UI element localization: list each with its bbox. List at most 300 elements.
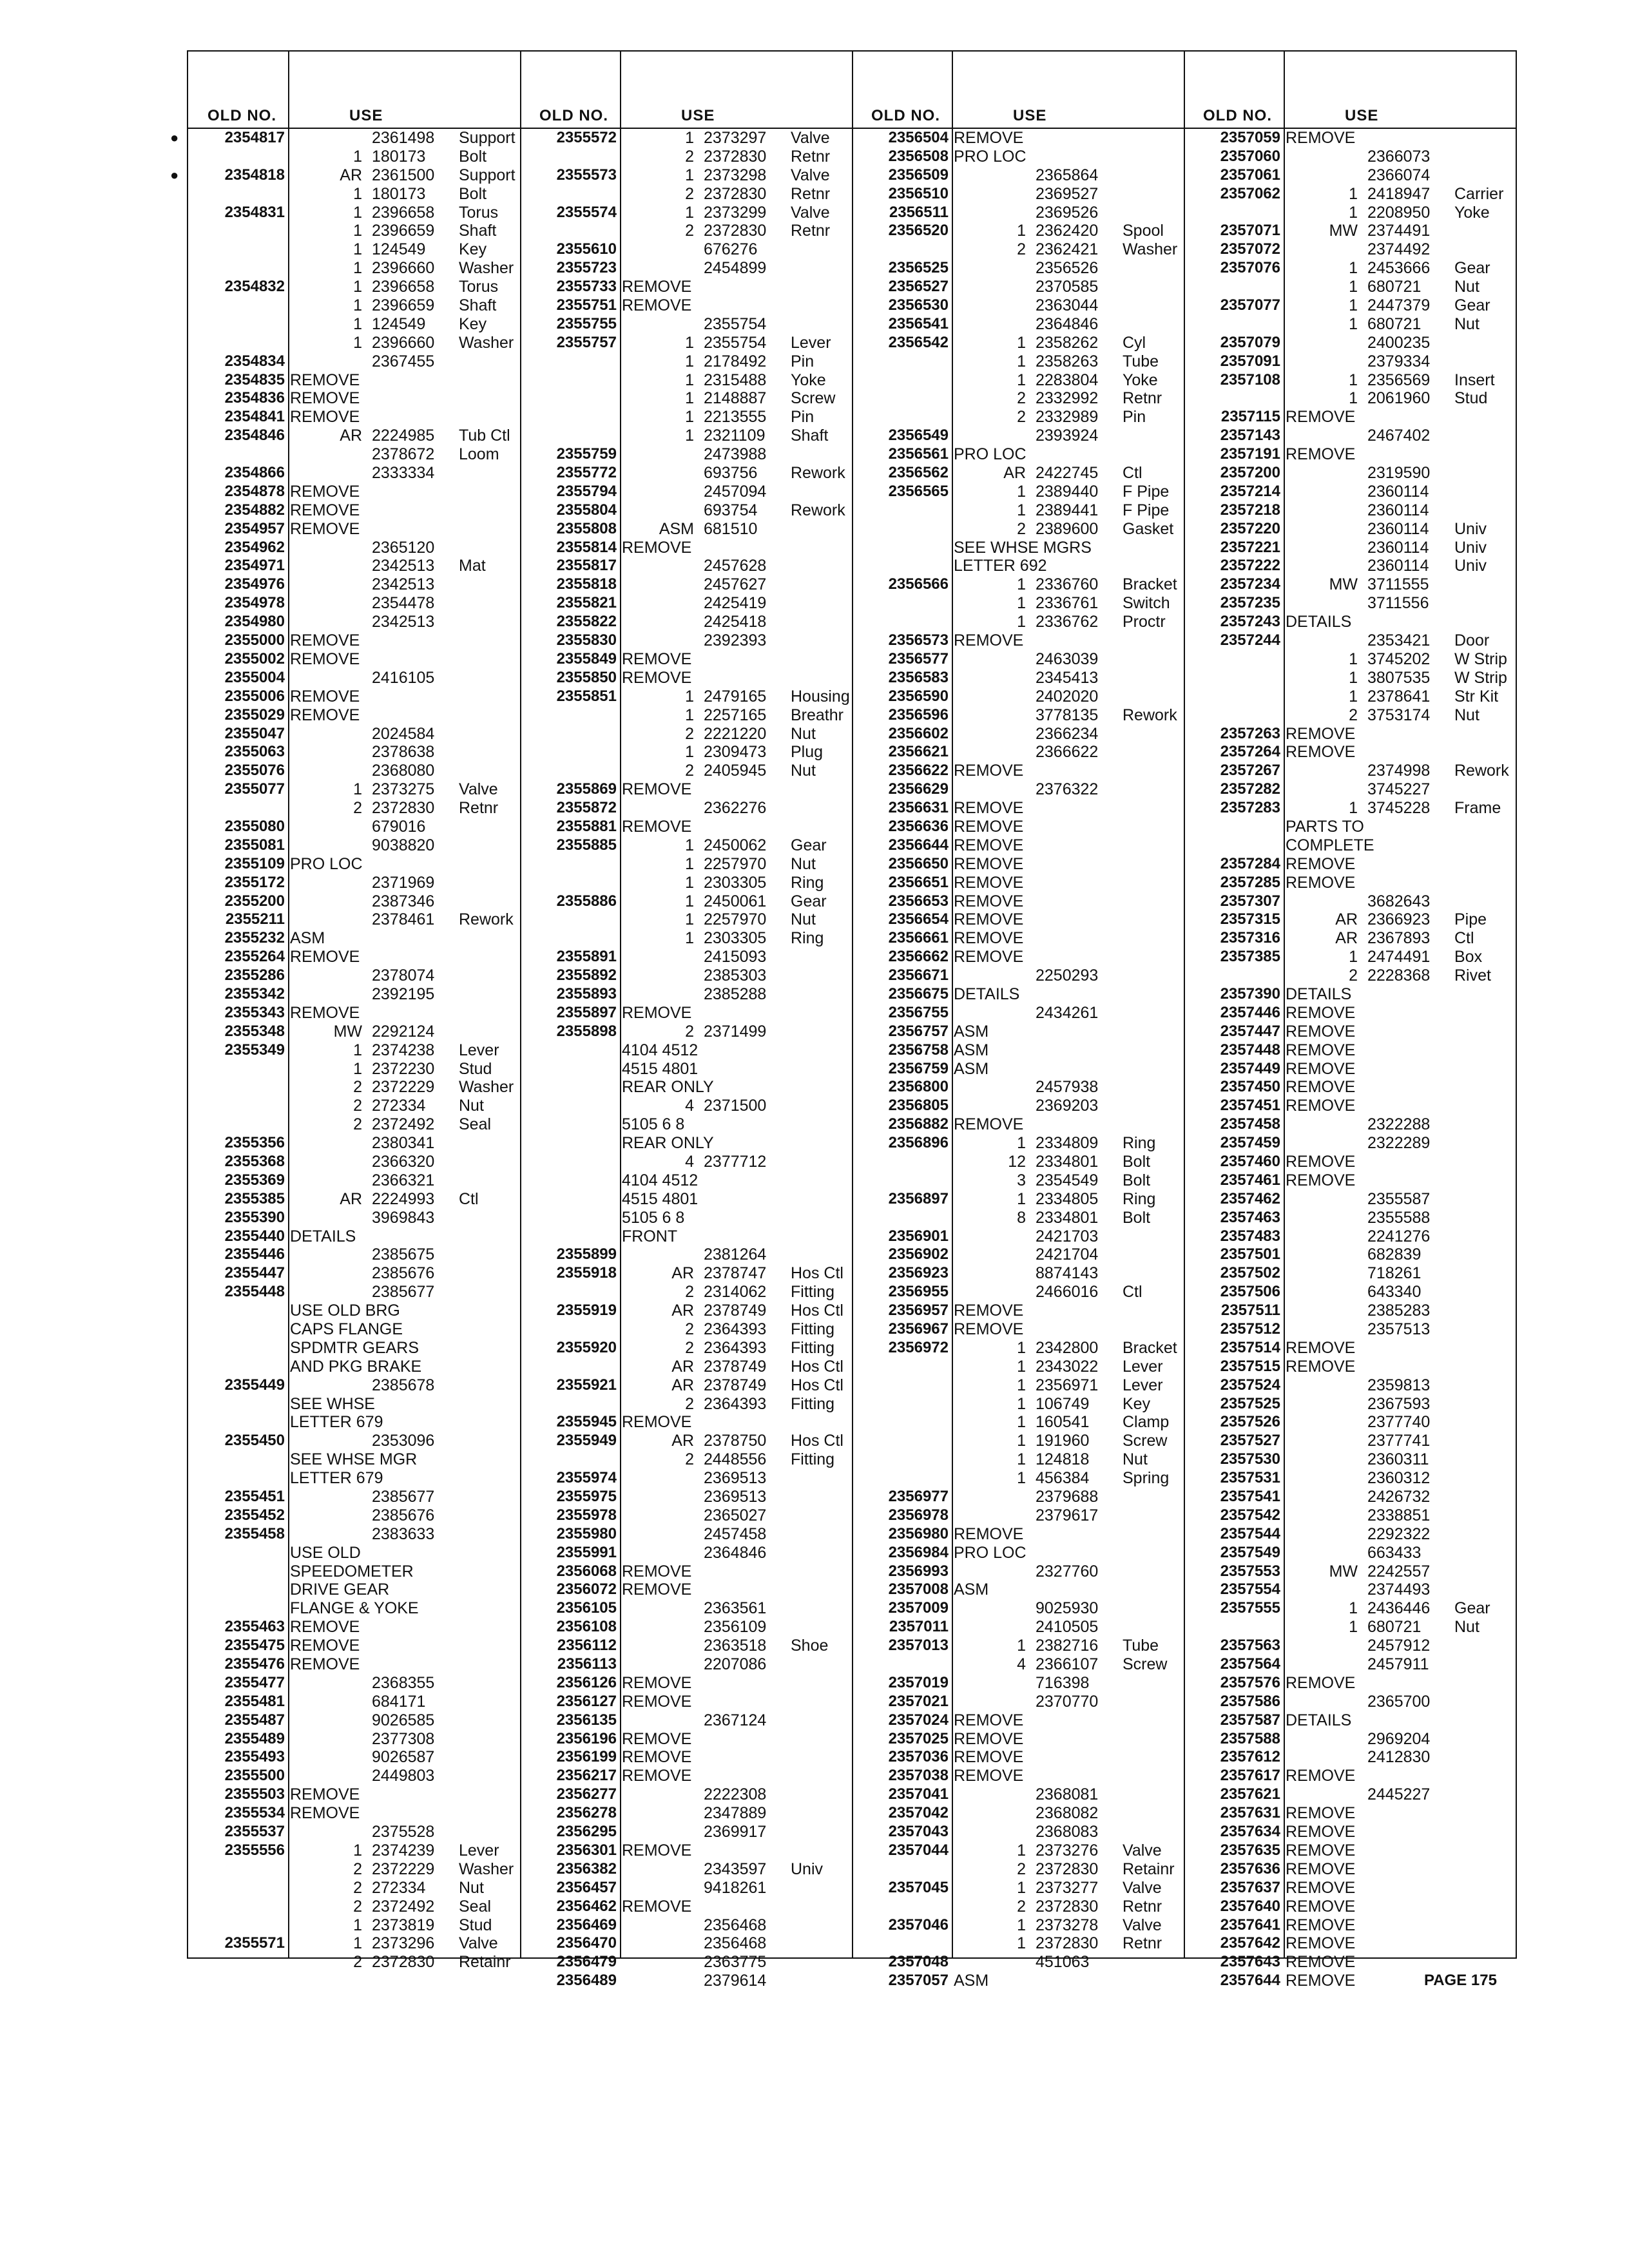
part-description: Switch <box>1123 594 1170 613</box>
quantity: 1 <box>685 333 694 352</box>
part-description: Yoke <box>1123 370 1158 389</box>
table-row <box>520 1823 852 1841</box>
part-description: Spring <box>1123 1469 1170 1488</box>
use-note: ASM <box>290 929 325 948</box>
new-part-number: 2365864 <box>1036 166 1099 184</box>
old-part-number: 2354831 <box>224 203 285 221</box>
use-note: REMOVE <box>954 762 1024 780</box>
part-description: Retainr <box>1123 1860 1175 1878</box>
quantity: 1 <box>1017 482 1026 501</box>
quantity: 4 <box>685 1097 694 1115</box>
table-row <box>1184 334 1516 352</box>
use-note: PRO LOC <box>954 1543 1027 1562</box>
old-part-number: 2357641 <box>1220 1916 1280 1934</box>
new-part-number: 2370770 <box>1036 1692 1099 1711</box>
old-part-number: 2357264 <box>1220 743 1280 761</box>
new-part-number: 2360114 <box>1367 519 1429 538</box>
old-part-number: 2354832 <box>224 278 285 296</box>
table-row <box>520 910 852 929</box>
new-part-number: 2343597 <box>704 1860 767 1878</box>
new-part-number: 2368083 <box>1036 1823 1099 1841</box>
use-note: REMOVE <box>622 1897 692 1916</box>
new-part-number: 2373275 <box>372 780 435 799</box>
table-row <box>1184 966 1516 985</box>
old-part-number: 2356530 <box>888 296 949 314</box>
quantity: 1 <box>1017 1637 1026 1655</box>
table-row <box>188 1841 520 1860</box>
old-part-number: 2357214 <box>1220 482 1280 500</box>
part-description: Valve <box>1123 1878 1162 1897</box>
new-part-number: 2457912 <box>1367 1637 1431 1655</box>
table-row <box>520 1674 852 1693</box>
quantity: 1 <box>1017 1934 1026 1953</box>
new-part-number: 2378747 <box>704 1264 767 1283</box>
table-row <box>188 278 520 296</box>
use-note: REMOVE <box>1286 408 1356 427</box>
new-part-number: 2363518 <box>704 1637 767 1655</box>
part-description: Univ <box>791 1860 824 1878</box>
use-note: 4515 4801 <box>622 1189 699 1208</box>
part-description: Nut <box>791 854 816 873</box>
table-row <box>1184 1153 1516 1171</box>
old-part-number: 2357076 <box>1220 259 1280 277</box>
table-row <box>188 631 520 650</box>
old-part-number: 2355077 <box>224 780 285 798</box>
old-part-number: 2355610 <box>556 240 617 258</box>
table-row <box>520 1972 852 1990</box>
new-part-number: 2338851 <box>1367 1506 1431 1524</box>
table-row <box>520 985 852 1004</box>
new-part-number: 2425418 <box>704 613 767 631</box>
table-row <box>520 464 852 483</box>
part-description: Key <box>1123 1394 1151 1413</box>
quantity: 2 <box>685 1450 694 1469</box>
table-row <box>1184 929 1516 948</box>
use-note: REMOVE <box>290 706 360 724</box>
part-description: F Pipe <box>1123 501 1170 519</box>
table-row <box>852 910 1184 929</box>
part-description: Tub Ctl <box>459 427 510 445</box>
old-part-number: 2355458 <box>224 1524 285 1542</box>
new-part-number: 2385677 <box>372 1488 435 1506</box>
use-note: AND PKG BRAKE <box>290 1357 422 1376</box>
use-note: LETTER 679 <box>290 1469 383 1488</box>
use-note: SEE WHSE MGRS <box>954 538 1092 557</box>
new-part-number: 2375528 <box>372 1823 435 1841</box>
new-part-number: 124549 <box>372 314 426 333</box>
part-description: Nut <box>791 910 816 929</box>
new-part-number: 2389441 <box>1036 501 1099 519</box>
new-part-number: 2333334 <box>372 464 435 483</box>
table-row <box>1184 892 1516 911</box>
old-part-number: 2357057 <box>888 1972 949 1990</box>
old-part-number: 2355759 <box>556 445 617 463</box>
table-row <box>1184 613 1516 631</box>
table-row <box>520 389 852 408</box>
use-note: SEE WHSE <box>290 1394 375 1413</box>
new-part-number: 2222308 <box>704 1785 767 1804</box>
table-row <box>852 1879 1184 1898</box>
quantity: 2 <box>353 1078 362 1097</box>
old-part-number: 2355004 <box>224 668 285 686</box>
part-description: Nut <box>1454 706 1480 724</box>
quantity: 2 <box>353 1860 362 1878</box>
quantity: 1 <box>1017 1376 1026 1394</box>
use-note: REMOVE <box>290 501 360 519</box>
new-part-number: 2356526 <box>1036 259 1099 278</box>
old-part-number: 2357483 <box>1220 1227 1280 1245</box>
new-part-number: 2368081 <box>1036 1785 1099 1804</box>
table-row <box>520 892 852 911</box>
old-part-number: 2356549 <box>888 427 949 445</box>
table-row <box>852 929 1184 948</box>
table-row <box>520 725 852 744</box>
new-part-number: 2356971 <box>1036 1376 1099 1394</box>
part-description: Stud <box>1454 389 1488 408</box>
table-row <box>520 1730 852 1749</box>
part-description: Nut <box>791 724 816 743</box>
table-row <box>520 1060 852 1079</box>
old-part-number: 2356577 <box>888 649 949 668</box>
table-row <box>188 371 520 390</box>
table-row <box>170 129 520 148</box>
new-part-number: 2381264 <box>704 1245 767 1264</box>
table-row <box>852 129 1184 148</box>
new-part-number: 2364393 <box>704 1320 767 1338</box>
old-part-number: 2356882 <box>888 1115 949 1133</box>
new-part-number: 2450062 <box>704 836 767 854</box>
table-row <box>520 427 852 445</box>
old-no-header: OLD NO. <box>1203 107 1272 124</box>
old-part-number: 2355897 <box>556 1003 617 1021</box>
part-description: Nut <box>1123 1450 1148 1469</box>
part-description: Shaft <box>459 296 497 315</box>
quantity: 1 <box>353 296 362 315</box>
table-row <box>852 1525 1184 1544</box>
new-part-number: 2356569 <box>1367 370 1431 389</box>
old-part-number: 2355974 <box>556 1469 617 1487</box>
table-row <box>520 1358 852 1376</box>
table-row <box>1184 762 1516 780</box>
table-row <box>188 1674 520 1693</box>
quantity: 1 <box>353 1934 362 1953</box>
old-part-number: 2356651 <box>888 873 949 891</box>
table-row <box>520 1450 852 1469</box>
old-part-number: 2356644 <box>888 836 949 854</box>
quantity: 1 <box>353 184 362 203</box>
page-number: PAGE 175 <box>1424 1972 1497 1989</box>
old-part-number: 2355849 <box>556 649 617 668</box>
old-part-number: 2357267 <box>1220 762 1280 780</box>
quantity: AR <box>1335 929 1358 948</box>
quantity: 1 <box>1017 1469 1026 1488</box>
old-part-number: 2357555 <box>1220 1599 1280 1617</box>
part-description: Stud <box>459 1059 492 1078</box>
new-part-number: 2371500 <box>704 1097 767 1115</box>
old-part-number: 2356980 <box>888 1524 949 1542</box>
old-part-number: 2356972 <box>888 1338 949 1356</box>
table-row <box>852 1730 1184 1749</box>
quantity: AR <box>671 1302 694 1320</box>
table-row <box>188 557 520 575</box>
table-column-3 <box>852 50 1184 1990</box>
new-part-number: 2024584 <box>372 724 435 743</box>
use-note: REMOVE <box>954 1524 1024 1543</box>
new-part-number: 2257970 <box>704 910 767 929</box>
old-part-number: 2355047 <box>224 724 285 742</box>
use-note: REMOVE <box>290 1618 360 1637</box>
table-row <box>520 1599 852 1618</box>
use-note: REMOVE <box>1286 1078 1356 1097</box>
use-note: REMOVE <box>290 649 360 668</box>
table-row <box>1184 1562 1516 1581</box>
table-row <box>188 575 520 594</box>
old-part-number: 2356542 <box>888 333 949 351</box>
old-part-number: 2356901 <box>888 1227 949 1245</box>
old-part-number: 2355869 <box>556 780 617 798</box>
old-part-number: 2356662 <box>888 948 949 966</box>
old-part-number: 2355503 <box>224 1785 285 1803</box>
quantity: 2 <box>1349 966 1358 985</box>
part-description: Fitting <box>791 1320 835 1338</box>
table-row <box>1184 1469 1516 1488</box>
new-part-number: 3745202 <box>1367 649 1431 668</box>
old-part-number: 2356217 <box>556 1767 617 1785</box>
table-row <box>1184 1283 1516 1302</box>
table-row <box>1184 855 1516 874</box>
use-note: DETAILS <box>290 1227 356 1245</box>
table-row <box>852 594 1184 613</box>
table-row <box>1184 1264 1516 1283</box>
table-row <box>188 1506 520 1525</box>
use-note: ASM <box>954 1059 989 1078</box>
new-part-number: 2361498 <box>372 129 435 147</box>
use-header: USE <box>681 107 715 124</box>
part-description: Ctl <box>459 1189 479 1208</box>
quantity: AR <box>340 1189 362 1208</box>
quantity: 2 <box>685 1338 694 1357</box>
old-part-number: 2357043 <box>888 1823 949 1841</box>
old-part-number: 2357612 <box>1220 1748 1280 1766</box>
part-description: Gear <box>1454 296 1490 315</box>
table-row <box>1184 166 1516 185</box>
table-row <box>852 539 1184 557</box>
quantity: 1 <box>685 706 694 724</box>
table-row <box>1184 240 1516 259</box>
new-part-number: 2457911 <box>1367 1655 1429 1674</box>
quantity: 1 <box>1017 1338 1026 1357</box>
table-row <box>188 464 520 483</box>
table-row <box>1184 799 1516 818</box>
table-row <box>520 780 852 799</box>
new-part-number: 180173 <box>372 147 426 166</box>
table-row <box>188 669 520 687</box>
new-part-number: 2334805 <box>1036 1189 1099 1208</box>
use-note: REMOVE <box>622 1581 692 1599</box>
table-row <box>520 1879 852 1898</box>
quantity: 1 <box>685 836 694 854</box>
part-description: Hos Ctl <box>791 1432 843 1450</box>
old-part-number: 2356653 <box>888 892 949 910</box>
new-part-number: 2383633 <box>372 1524 435 1543</box>
table-row <box>852 1171 1184 1190</box>
old-part-number: 2355172 <box>224 873 285 891</box>
column-header <box>520 101 852 129</box>
use-note: REMOVE <box>954 1302 1024 1320</box>
use-note: REMOVE <box>1286 1972 1356 1990</box>
old-part-number: 2355348 <box>224 1022 285 1040</box>
quantity: 1 <box>685 743 694 762</box>
quantity: AR <box>671 1376 694 1394</box>
part-description: Washer <box>459 1078 514 1097</box>
quantity: 1 <box>685 370 694 389</box>
table-row <box>852 1748 1184 1767</box>
old-part-number: 2356631 <box>888 799 949 817</box>
part-description: Yoke <box>1454 203 1490 222</box>
table-row <box>1184 575 1516 594</box>
quantity: 1 <box>1017 501 1026 519</box>
table-row <box>188 1376 520 1395</box>
part-description: Gear <box>791 892 827 910</box>
table-row <box>1184 408 1516 427</box>
new-part-number: 2372492 <box>372 1897 435 1916</box>
new-part-number: 2257970 <box>704 854 767 873</box>
old-part-number: 2355440 <box>224 1227 285 1245</box>
quantity: 1 <box>1349 278 1358 296</box>
new-part-number: 2416105 <box>372 668 435 687</box>
new-part-number: 2373276 <box>1036 1841 1099 1860</box>
old-part-number: 2356955 <box>888 1283 949 1301</box>
quantity: 1 <box>1017 1878 1026 1897</box>
old-part-number: 2355757 <box>556 333 617 351</box>
new-part-number: 9026587 <box>372 1748 435 1767</box>
new-part-number: 106749 <box>1036 1394 1090 1413</box>
old-part-number: 2355851 <box>556 687 617 705</box>
table-column-2 <box>520 50 852 1990</box>
part-description: W Strip <box>1454 668 1507 687</box>
table-row <box>520 1804 852 1823</box>
use-note: REMOVE <box>954 1748 1024 1767</box>
old-part-number: 2355232 <box>224 929 285 947</box>
quantity: 2 <box>685 184 694 203</box>
new-part-number: 2377712 <box>704 1152 767 1171</box>
old-part-number: 2356196 <box>556 1729 617 1747</box>
use-note: REMOVE <box>1286 1841 1356 1860</box>
part-description: Proctr <box>1123 613 1166 631</box>
part-description: Gear <box>1454 1599 1490 1618</box>
new-part-number: 272334 <box>372 1097 426 1115</box>
table-row <box>520 278 852 296</box>
old-part-number: 2357263 <box>1220 724 1280 742</box>
table-row <box>1184 985 1516 1004</box>
new-part-number: 2385677 <box>372 1283 435 1302</box>
table-row <box>188 1637 520 1655</box>
old-part-number: 2354976 <box>224 575 285 593</box>
table-row <box>852 1711 1184 1730</box>
part-description: Univ <box>1454 538 1487 557</box>
old-part-number: 2355573 <box>556 166 617 184</box>
new-part-number: 2396660 <box>372 333 435 352</box>
table-row <box>852 259 1184 278</box>
old-part-number: 2357526 <box>1220 1413 1280 1431</box>
quantity: 2 <box>1017 1860 1026 1878</box>
table-row <box>852 296 1184 315</box>
table-row <box>188 1488 520 1506</box>
quantity: 1 <box>1017 1916 1026 1934</box>
new-part-number: 2360312 <box>1367 1469 1431 1488</box>
old-part-number: 2356108 <box>556 1618 617 1636</box>
new-part-number: 2385288 <box>704 985 767 1003</box>
new-part-number: 2373299 <box>704 203 767 222</box>
table-row <box>1184 1767 1516 1785</box>
part-description: Housing <box>791 687 850 706</box>
new-part-number: 160541 <box>1036 1413 1090 1432</box>
table-row <box>188 929 520 948</box>
table-row <box>852 1283 1184 1302</box>
old-part-number: 2354834 <box>224 352 285 370</box>
old-part-number: 2355489 <box>224 1729 285 1747</box>
new-part-number: 2405945 <box>704 762 767 780</box>
new-part-number: 2377308 <box>372 1729 435 1748</box>
old-part-number: 2357285 <box>1220 873 1280 891</box>
table-row <box>188 1041 520 1060</box>
old-part-number: 2357447 <box>1220 1022 1280 1040</box>
old-part-number: 2356661 <box>888 929 949 947</box>
table-row <box>852 1916 1184 1935</box>
table-row <box>852 1190 1184 1209</box>
table-row <box>852 1823 1184 1841</box>
table-row <box>852 1618 1184 1637</box>
quantity: 2 <box>685 222 694 240</box>
new-part-number: 451063 <box>1036 1953 1090 1972</box>
old-part-number: 2356902 <box>888 1245 949 1264</box>
part-description: Valve <box>791 129 830 147</box>
old-part-number: 2356520 <box>888 222 949 240</box>
new-part-number: 2374491 <box>1367 222 1431 240</box>
use-note: REMOVE <box>1286 1804 1356 1823</box>
old-part-number: 2356561 <box>888 445 949 463</box>
new-part-number: 2336760 <box>1036 575 1099 594</box>
old-part-number: 2355978 <box>556 1506 617 1524</box>
table-row <box>852 780 1184 799</box>
part-description: Breathr <box>791 706 843 724</box>
new-part-number: 2410505 <box>1036 1618 1099 1637</box>
table-row <box>188 1953 520 1972</box>
new-part-number: 2250293 <box>1036 966 1099 985</box>
quantity: 1 <box>353 147 362 166</box>
use-header: USE <box>1013 107 1047 124</box>
old-part-number: 2354978 <box>224 594 285 612</box>
old-part-number: 2357634 <box>1220 1823 1280 1841</box>
part-description: Hos Ctl <box>791 1302 843 1320</box>
new-part-number: 693756 <box>704 464 758 483</box>
new-part-number: 9025930 <box>1036 1599 1099 1618</box>
new-part-number: 2379614 <box>704 1972 767 1990</box>
new-part-number: 2353096 <box>372 1432 435 1450</box>
table-row <box>188 1711 520 1730</box>
use-note: CAPS FLANGE <box>290 1320 403 1338</box>
quantity: 2 <box>685 724 694 743</box>
table-row <box>1184 1618 1516 1637</box>
old-part-number: 2356525 <box>888 259 949 277</box>
table-row <box>852 371 1184 390</box>
new-part-number: 2378750 <box>704 1432 767 1450</box>
table-row <box>188 1339 520 1358</box>
quantity: 2 <box>1017 240 1026 259</box>
table-row <box>520 948 852 966</box>
old-part-number: 2355385 <box>224 1189 285 1207</box>
old-part-number: 2354846 <box>224 427 285 445</box>
